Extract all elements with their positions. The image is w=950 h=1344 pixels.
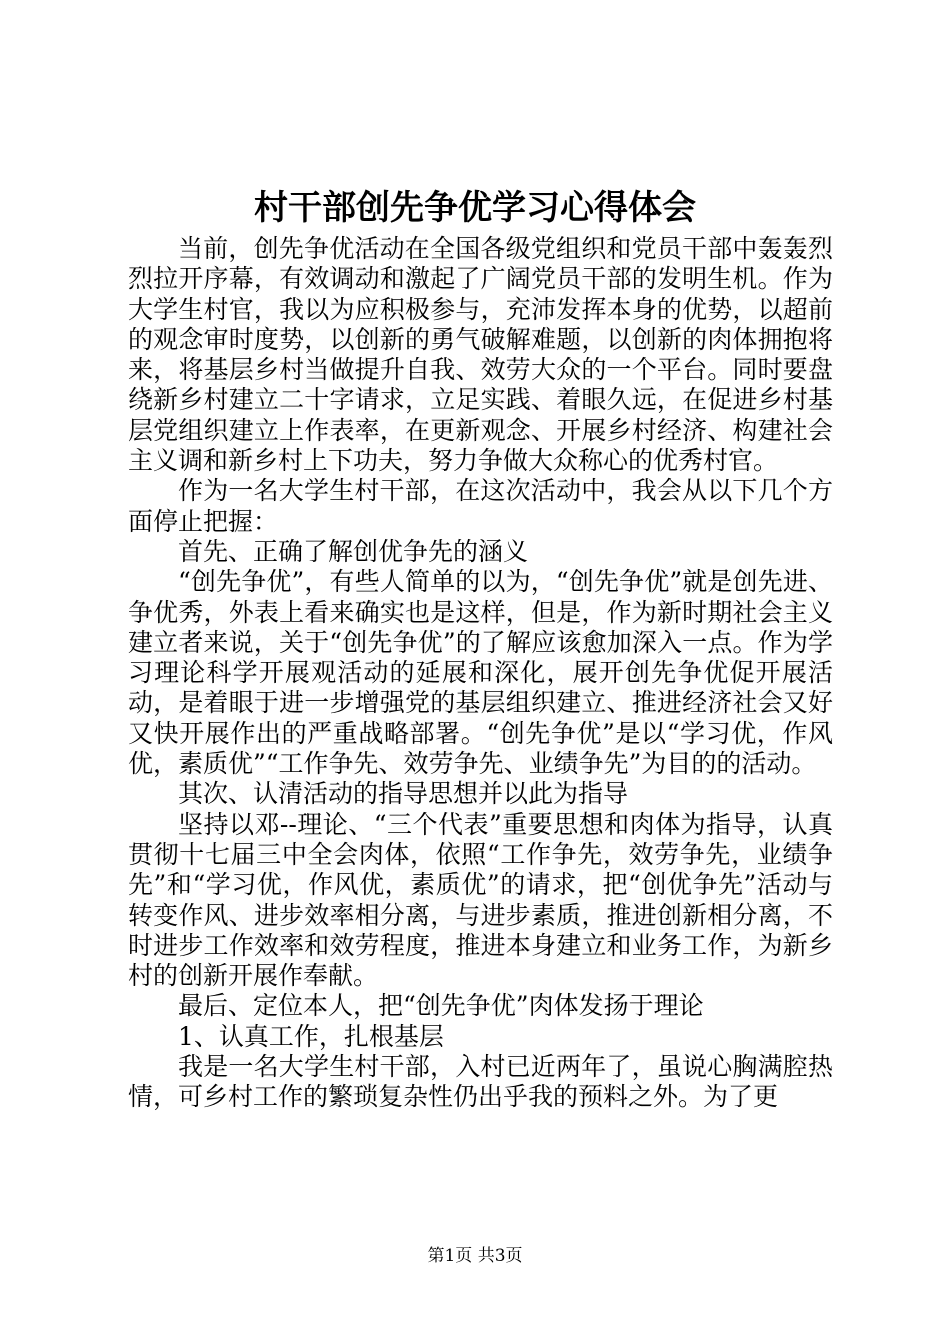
section-heading: 最后、定位本人，把“创先争优”肉体发扬于理论 (178, 991, 704, 1021)
section-heading: 其次、认清活动的指导思想并以此为指导 (178, 779, 629, 809)
paragraph: 我是一名大学生村干部，入村已近两年了，虽说心胸满腔热情，可乡村工作的繁琐复杂性仍出乎我的预料之外。为了更 (128, 1052, 833, 1112)
subsection-heading: 1、认真工作，扎根基层 (178, 1021, 444, 1051)
paragraph: 坚持以邓--理论、“三个代表”重要思想和肉体为指导，认真贯彻十七届三中全会肉体，依照“工作争先，效劳争先，业绩争先”和“学习优，作风优，素质优”的请求，把“创优争先”活动与转变作风、进步效率相分离，与进步素质，推进创新相分离，不时进步工作效率和效劳程度，推进本身建立和业务工作，为新乡村的创新开展作奉献。 (128, 809, 833, 991)
paragraph: 当前，创先争优活动在全国各级党组织和党员干部中轰轰烈烈拉开序幕，有效调动和激起了广阔党员干部的发明生机。作为大学生村官，我以为应积极参与，充沛发挥本身的优势，以超前的观念审时度势，以创新的勇气破解难题，以创新的肉体拥抱将来，将基层乡村当做提升自我、效劳大众的一个平台。同时要盘绕新乡村建立二十字请求，立足实践、着眼久远，在促进乡村基层党组织建立上作表率，在更新观念、开展乡村经济、构建社会主义调和新乡村上下功夫，努力争做大众称心的优秀村官。 (128, 234, 833, 476)
section-heading: 首先、正确了解创优争先的涵义 (178, 536, 529, 566)
paragraph: 作为一名大学生村干部，在这次活动中，我会从以下几个方面停止把握： (128, 476, 833, 536)
paragraph: “创先争优”，有些人简单的以为，“创先争优”就是创先进、争优秀，外表上看来确实也是这样，但是，作为新时期社会主义建立者来说，关于“创先争优”的了解应该愈加深入一点。作为学习理论科学开展观活动的延展和深化，展开创先争优促开展活动，是着眼于进一步增强党的基层组织建立、推进经济社会又好又快开展作出的严重战略部署。“创先争优”是以“学习优，作风优，素质优”“工作争先、效劳争先、业绩争先”为目的的活动。 (128, 567, 833, 779)
page-title: 村干部创先争优学习心得体会 (254, 188, 696, 228)
document-body (128, 234, 833, 1113)
page-footer: 第1页 共3页 (427, 1246, 523, 1266)
